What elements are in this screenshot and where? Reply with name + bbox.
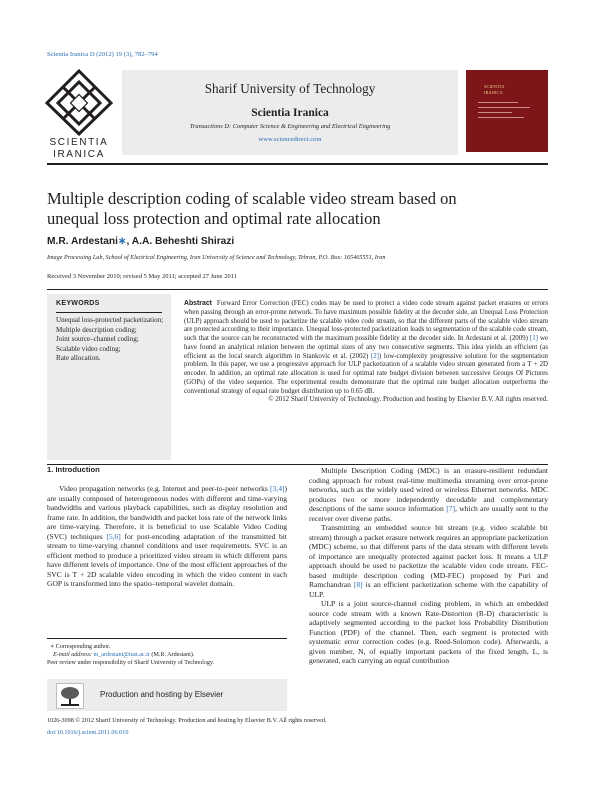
footnotes — [47, 643, 287, 667]
keyword-item: Joint source–channel coding; — [56, 335, 139, 344]
knot-emblem-icon — [44, 68, 114, 136]
text-run: for post-encoding adaptation of the transmitted bit stream to time-varying channel conditions and user requirements. SVC is an efficient method to produce a prioritized video stream in which different parts have different levels of importance. One of the most efficient approaches of the SVC is T + 2D scalable video encoding in which the video content in each GOP is transformed into the spatio–temporal wavelet domain. — [47, 531, 287, 588]
elsevier-tree-icon — [56, 683, 84, 709]
journal-reference[interactable]: Scientia Iranica D (2012) 19 (3), 782–794 — [47, 51, 158, 58]
cover-line — [478, 112, 512, 113]
header-rule — [47, 163, 548, 165]
email-label: E-mail address: — [53, 652, 92, 658]
cover-line — [478, 107, 530, 108]
text-run: Transmitting an embedded source bit stream (e.g. video scalable bit stream) through a packet erasure network requires an appropriate packetization (MDC) scheme, so that different parts of the data stream with different levels of importance are unequally protected against packet loss. It means a ULP approach should be used to packetize the scalable video code stream. FEC-based multiple description coding (MD-FEC) proposed by Puri and Ramchandran — [309, 523, 548, 589]
divider — [47, 464, 548, 465]
affiliation: Image Processing Lab, School of Electrical Engineering, Iran University of Science and Technology, Tehran, P.O. Box: 165465551, Iran — [47, 254, 386, 261]
title-line-1: Multiple description coding of scalable video stream based on — [47, 189, 457, 208]
paragraph — [309, 466, 548, 523]
paragraph — [309, 523, 548, 599]
citation-link[interactable]: [7] — [446, 504, 456, 513]
author-separator: , — [126, 236, 132, 247]
text-run: , which are usually sent to the receiver over diverse paths. — [309, 504, 548, 523]
abstract-copyright: © 2012 Sharif University of Technology. Production and hosting by Elsevier B.V. All rights reserved. — [268, 396, 548, 404]
keyword-item: Scalable video coding; — [56, 344, 121, 353]
journal-cover-thumbnail — [466, 70, 548, 152]
keyword-item: Rate allocation. — [56, 354, 101, 363]
journal-name: Scientia Iranica — [251, 107, 329, 119]
section-heading: 1. Introduction — [47, 465, 100, 474]
tree-icon — [57, 684, 83, 708]
author-list — [47, 236, 234, 247]
elsevier-text: Production and hosting by Elsevier — [100, 690, 224, 699]
footnote-peer-review: Peer review under responsibility of Sharif University of Technology. — [47, 660, 215, 666]
elsevier-banner — [47, 679, 287, 711]
text-run: Video propagation networks (e.g. Internet and peer-to-peer networks — [59, 484, 271, 493]
footnote-rule — [47, 638, 287, 639]
abstract — [184, 300, 548, 405]
abstract-heading: Abstract — [184, 300, 212, 307]
title-line-2: unequal loss protection and optimal rate allocation — [47, 209, 381, 228]
author-2: A.A. Beheshti Shirazi — [131, 236, 235, 247]
email-link[interactable]: m_ardestani@iust.ac.ir — [93, 652, 150, 658]
citation-link[interactable]: [1] — [529, 335, 538, 342]
article-title — [47, 189, 548, 229]
scientia-iranica-logo — [44, 68, 114, 162]
cover-title-2: IRANICA — [484, 90, 503, 95]
keyword-item: Unequal loss-protected packetization; — [56, 316, 164, 324]
footnote-mark: ∗ — [50, 644, 55, 650]
citation-link[interactable]: [5,6] — [106, 531, 121, 541]
body-column-right — [309, 466, 548, 666]
corresponding-author-mark[interactable]: ∗ — [117, 236, 127, 247]
footnote-text: (M.R. Ardestani). — [149, 652, 195, 658]
keywords-heading: KEYWORDS — [56, 300, 100, 307]
journal-banner — [122, 70, 458, 155]
author-1: M.R. Ardestani — [47, 236, 118, 247]
citation-link[interactable]: [8] — [353, 580, 363, 589]
keywords-box — [47, 294, 171, 460]
keyword-item: Multiple description coding; — [56, 325, 137, 334]
citation-link[interactable]: [3,4] — [270, 484, 285, 493]
paragraph — [47, 484, 287, 589]
divider — [47, 289, 548, 290]
keywords-rule — [56, 312, 162, 313]
footnote-email — [47, 651, 287, 659]
issn-line: 1026-3098 © 2012 Sharif University of Technology. Production and hosting by Elsevier B.V. All rights reserved. — [47, 717, 327, 724]
keywords-list — [56, 316, 168, 364]
paragraph: ULP is a joint source-channel coding problem, in which an embedded source code stream with a known Rate-Distortion (R-D) characteristic is adaptively segmented according to the packet loss Probability Distribution Function (PDF) of the channel. Then, each segment is protected with systematic error correction codes (e.g. Reed-Solomon code). Afterwards, a given number, N, of equally important packets of the fixed length, L, is generated, each carrying an equal contribution — [309, 599, 548, 665]
abstract-text: Forward Error Correction (FEC) codes may be used to protect a video code stream against packet erasures or errors when passing through an error-prone network. To have maximum possible fidelity at the decoder side, an Unequal Loss Protection (ULP) approach should be used to packetize the scalable video code stream, so that the different parts of the scalable video stream are protected according to their importance. Unequal loss-protected packetization leads to segmentation of the scalable code stream, such that the source can be reconstructed with the maximum possible fidelity at the decoder side. In Ardestani et al. (2009) — [184, 300, 548, 342]
website-link[interactable]: www.sciencedirect.com — [258, 136, 322, 143]
article-history: Received 3 November 2010; revised 5 May 2011; accepted 27 June 2011 — [47, 273, 237, 280]
abstract-text: ) low-complexity progressive solution for the segmentation problem. In this paper, we use a progressive approach for ULP packetization of a scalable video stream generated from a T + 2D encoder. In addition, an optimal rate allocation is used for optimal rate budget division between successive Groups Of Pictures (GOPs) of the video sequence. The experimental results demonstrate that the optimal rate budget allocation outperforms the conventional strategy of equal rate budget distribution up to 0.65 dB. — [184, 352, 548, 395]
text-run: is an efficient packetization scheme with the capability of ULP. — [309, 580, 548, 599]
citation-link[interactable]: [2] — [370, 352, 379, 360]
journal-transactions: Transactions D: Computer Science & Engineering and Electrical Engineering — [189, 123, 391, 130]
logo-line-1: SCIENTIA — [49, 137, 109, 148]
body-column-left — [47, 484, 287, 589]
university-name: Sharif University of Technology — [204, 81, 376, 96]
cover-line — [478, 117, 524, 118]
doi-link[interactable]: doi:10.1016/j.scient.2011.06.010 — [47, 729, 129, 736]
footnote-text: Corresponding author. — [55, 644, 111, 650]
text-run: ) are usually composed of heterogeneous nodes with different and time-varying bandwidths and various playback capabilities, such as display resolution and frame rate. In addition, the bandwidth and packet loss rate of the network links are time-varying. Therefore, it is beneficial to use Scalable Video Coding (SVC) techniques — [47, 484, 287, 541]
footnote-corresponding — [47, 643, 287, 651]
abstract-text: we have found an analytical relation between the optimal sizes of any two consecutive segments. This idea yields an efficient (as efficient as the local search algorithm in Stankovic et al. (2002) — [184, 335, 548, 360]
logo-line-2: IRANICA — [53, 149, 105, 160]
cover-title-1: SCIENTIA — [484, 84, 505, 89]
text-run: Multiple Description Coding (MDC) is an erasure-resilient redundant coding approach for robust real-time multimedia streaming over error-prone networks, such as the widely used wired or wireless Ethernet networks. MDC produces two or more independently decodable and complementary descriptions of the same source information — [309, 466, 548, 513]
cover-line — [478, 102, 518, 103]
